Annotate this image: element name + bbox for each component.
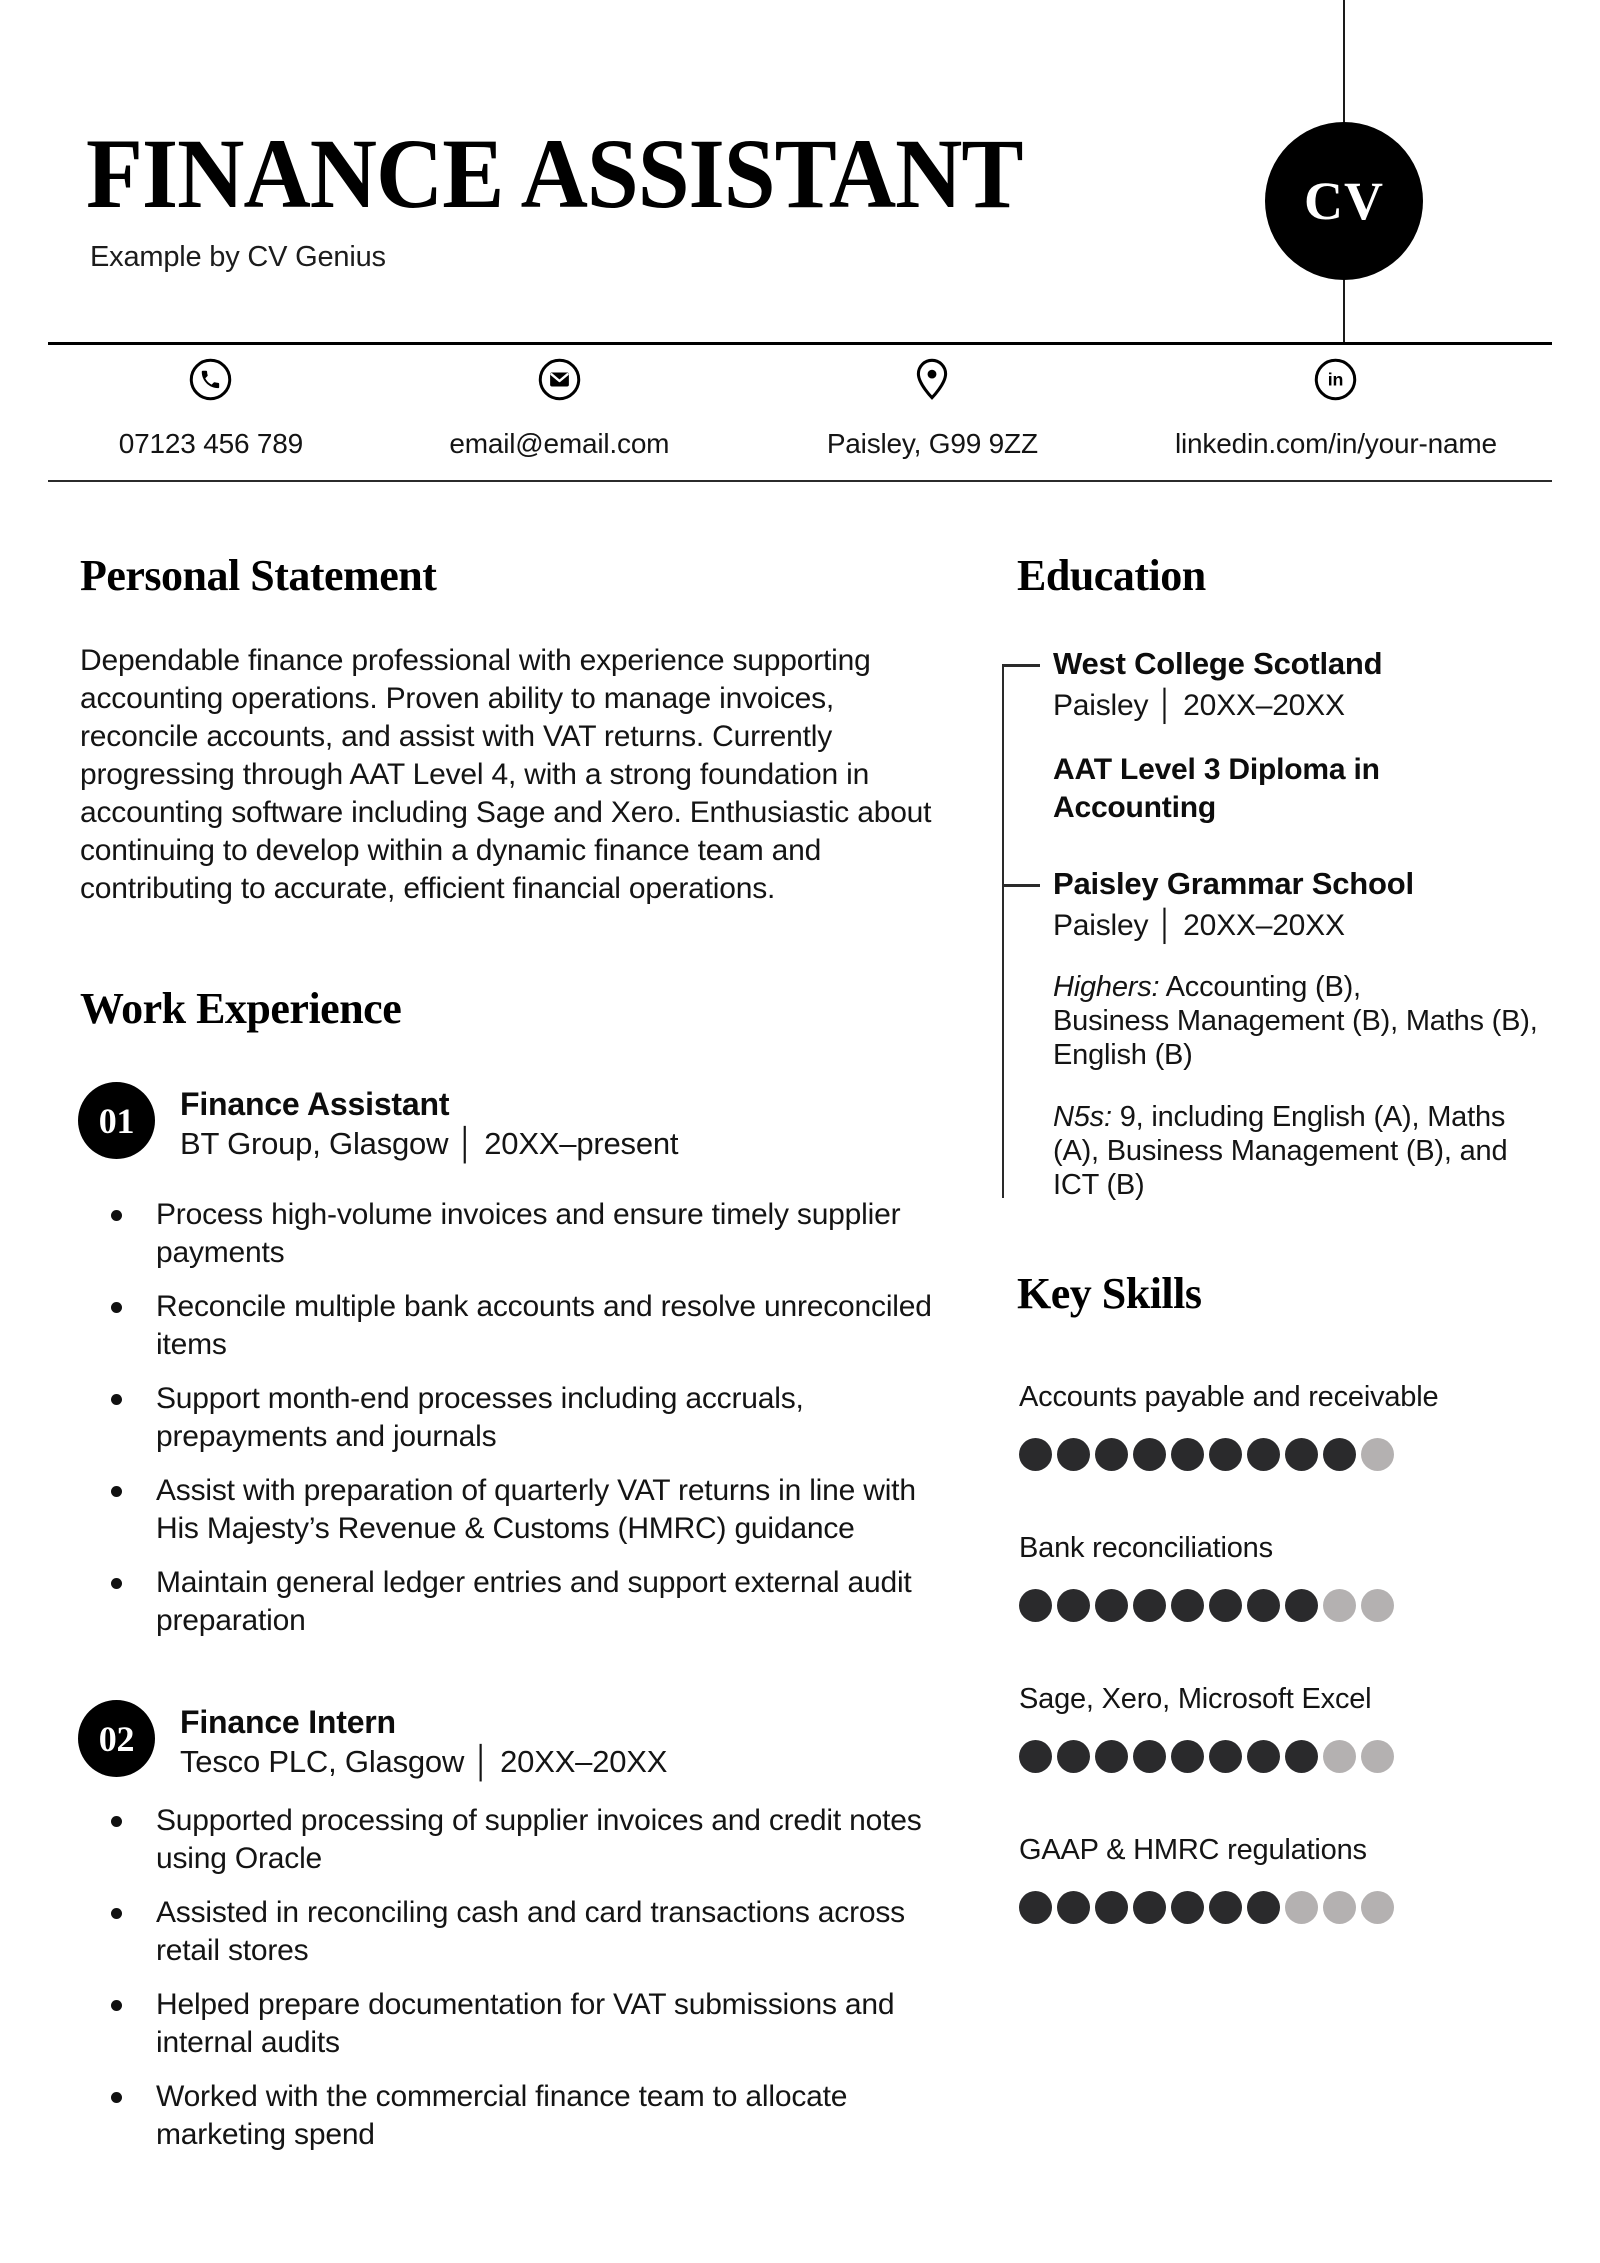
bullet-dot: [111, 1486, 122, 1497]
skill-name: Accounts payable and receivable: [1019, 1381, 1439, 1413]
detail-text: 9, including English (A), Maths: [1119, 1101, 1506, 1133]
skill-dot-filled: [1057, 1740, 1090, 1773]
skill-dot-filled: [1133, 1891, 1166, 1924]
skill-name: Sage, Xero, Microsoft Excel: [1019, 1683, 1372, 1715]
skill-dot-filled: [1285, 1740, 1318, 1773]
skill-dot-filled: [1285, 1438, 1318, 1471]
cv-badge: [1265, 122, 1423, 280]
skill-dot-empty: [1361, 1438, 1394, 1471]
bullet-text: Support month-end processes including accruals, prepayments and journals: [156, 1382, 804, 1453]
skill-dot-filled: [1019, 1589, 1052, 1622]
skill-item: [1019, 1682, 1549, 1773]
skill-dot-filled: [1019, 1740, 1052, 1773]
skill-dot-filled: [1209, 1589, 1242, 1622]
skill-dot-filled: [1095, 1740, 1128, 1773]
education-meta: Paisley │ 20XX–20XX: [1053, 689, 1345, 722]
education-entry: [1053, 865, 1543, 945]
email-icon: [537, 356, 582, 402]
bullet-dot: [111, 1210, 122, 1221]
skill-name: GAAP & HMRC regulations: [1019, 1834, 1367, 1866]
skill-dot-filled: [1209, 1740, 1242, 1773]
detail-lead: Highers:: [1053, 971, 1160, 1003]
contact-bar: [48, 356, 1552, 460]
skill-rating: [1019, 1740, 1549, 1773]
contact-item-location: [745, 356, 1120, 460]
key-skills-heading: Key Skills: [1017, 1269, 1202, 1318]
job-title: Finance Intern: [180, 1704, 396, 1740]
skill-dot-empty: [1361, 1740, 1394, 1773]
education-school: Paisley Grammar School: [1053, 866, 1414, 901]
personal-statement-heading: Personal Statement: [80, 551, 437, 600]
skill-rating: [1019, 1891, 1549, 1924]
skill-dot-filled: [1209, 1438, 1242, 1471]
phone-icon: [188, 356, 233, 402]
job-bullet-list: [80, 1802, 960, 2170]
detail-line: English (B): [1053, 1039, 1193, 1071]
skill-dot-empty: [1361, 1589, 1394, 1622]
bullet-dot: [111, 1302, 122, 1313]
bullet-text: Assist with preparation of quarterly VAT returns in line with His Majesty’s Revenue & Customs (HMRC) guidance: [156, 1474, 916, 1545]
job-titles: [180, 1700, 667, 1781]
page-subtitle: Example by CV Genius: [90, 241, 386, 273]
skill-dot-empty: [1361, 1891, 1394, 1924]
bullet-text: Worked with the commercial finance team to allocate marketing spend: [156, 2080, 848, 2151]
education-timeline-tick: [1002, 884, 1040, 887]
skill-dot-filled: [1095, 1589, 1128, 1622]
bullet-item: [80, 1472, 960, 1548]
skill-rating: [1019, 1438, 1549, 1471]
skill-item: [1019, 1531, 1549, 1622]
job-bullet-list: [80, 1196, 960, 1656]
linkedin-icon: [1313, 356, 1358, 402]
skill-item: [1019, 1380, 1549, 1471]
personal-statement-body: Dependable finance professional with experience supporting accounting operations. Proven ability to manage invoices, reconcile accounts, and assist with VAT returns. Currently progressing through AAT Level 4, with a strong foundation in accounting software including Sage and Xero. Enthusiastic about continuing to develop within a dynamic finance team and contributing to accurate, efficient financial operations.: [80, 644, 932, 905]
job-meta: Tesco PLC, Glasgow │ 20XX–20XX: [180, 1744, 668, 1779]
skill-dot-empty: [1323, 1740, 1356, 1773]
bullet-item: [80, 1196, 960, 1272]
bullet-text: Supported processing of supplier invoices and credit notes using Oracle: [156, 1804, 922, 1875]
job-number-badge: 02: [78, 1700, 155, 1777]
key-skills-list: [1019, 1380, 1549, 1984]
education-timeline-tick: [1002, 664, 1040, 667]
detail-line: Business Management (B), Maths (B),: [1053, 1005, 1538, 1037]
skill-dot-filled: [1057, 1438, 1090, 1471]
education-school: West College Scotland: [1053, 646, 1383, 681]
divider-top: [48, 342, 1552, 345]
skill-dot-filled: [1247, 1589, 1280, 1622]
bullet-dot: [111, 1908, 122, 1919]
detail-line: (A), Business Management (B), and: [1053, 1135, 1508, 1167]
contact-location: Paisley, G99 9ZZ: [826, 428, 1038, 459]
contact-linkedin: linkedin.com/in/your-name: [1175, 428, 1497, 459]
skill-dot-filled: [1171, 1891, 1204, 1924]
skill-dot-filled: [1171, 1740, 1204, 1773]
skill-dot-filled: [1133, 1740, 1166, 1773]
contact-item-linkedin: [1120, 356, 1552, 460]
skill-dot-filled: [1057, 1891, 1090, 1924]
skill-dot-filled: [1095, 1438, 1128, 1471]
education-entry: [1053, 645, 1543, 827]
bullet-item: [80, 1802, 960, 1878]
education-timeline-line: [1002, 664, 1004, 1198]
bullet-item: [80, 1986, 960, 2062]
education-meta: Paisley │ 20XX–20XX: [1053, 909, 1345, 942]
bullet-item: [80, 1288, 960, 1364]
detail-line: [1053, 1100, 1543, 1134]
detail-text: Accounting (B),: [1165, 971, 1361, 1003]
bullet-dot: [111, 1578, 122, 1589]
job-title: Finance Assistant: [180, 1086, 450, 1122]
skill-dot-empty: [1285, 1891, 1318, 1924]
bullet-text: Assisted in reconciling cash and card transactions across retail stores: [156, 1896, 905, 1967]
bullet-dot: [111, 2000, 122, 2011]
bullet-item: [80, 2078, 960, 2154]
detail-line: ICT (B): [1053, 1169, 1145, 1201]
skill-dot-filled: [1095, 1891, 1128, 1924]
bullet-item: [80, 1894, 960, 1970]
job-number-badge: 01: [78, 1082, 155, 1159]
skill-dot-filled: [1171, 1589, 1204, 1622]
skill-dot-filled: [1247, 1891, 1280, 1924]
job-meta: BT Group, Glasgow │ 20XX–present: [180, 1126, 679, 1161]
skill-dot-filled: [1019, 1438, 1052, 1471]
education-heading: Education: [1017, 551, 1206, 600]
detail-line: [1053, 970, 1543, 1004]
skill-dot-filled: [1247, 1438, 1280, 1471]
skill-dot-filled: [1019, 1891, 1052, 1924]
contact-item-email: [374, 356, 745, 460]
detail-lead: N5s:: [1053, 1101, 1112, 1133]
bullet-item: [80, 1380, 960, 1456]
skill-dot-filled: [1285, 1589, 1318, 1622]
education-qualification: AAT Level 3 Diploma in Accounting: [1053, 753, 1380, 824]
skill-dot-filled: [1323, 1438, 1356, 1471]
skill-item: [1019, 1833, 1549, 1924]
skill-dot-empty: [1323, 1589, 1356, 1622]
bullet-dot: [111, 1394, 122, 1405]
skill-dot-filled: [1133, 1589, 1166, 1622]
work-experience-heading: Work Experience: [80, 984, 402, 1033]
skill-rating: [1019, 1589, 1549, 1622]
skill-dot-filled: [1057, 1589, 1090, 1622]
contact-email: email@email.com: [449, 428, 670, 459]
svg-text:in: in: [1328, 369, 1344, 390]
skill-dot-empty: [1323, 1891, 1356, 1924]
bullet-text: Maintain general ledger entries and support external audit preparation: [156, 1566, 912, 1637]
page-title: FINANCE ASSISTANT: [86, 117, 1023, 230]
skill-dot-filled: [1209, 1891, 1242, 1924]
bullet-text: Helped prepare documentation for VAT submissions and internal audits: [156, 1988, 895, 2059]
education-n5s: [1053, 1100, 1543, 1202]
cv-badge-text: CV: [1304, 171, 1384, 231]
contact-item-phone: [48, 356, 374, 460]
bullet-text: Reconcile multiple bank accounts and resolve unreconciled items: [156, 1290, 932, 1361]
skill-name: Bank reconciliations: [1019, 1532, 1273, 1564]
education-highers: [1053, 970, 1543, 1072]
job-entry-header: [78, 1700, 667, 1781]
contact-phone: 07123 456 789: [118, 428, 304, 459]
job-entry-header: [78, 1082, 678, 1163]
location-icon: [909, 356, 955, 402]
skill-dot-filled: [1171, 1438, 1204, 1471]
bullet-dot: [111, 1816, 122, 1827]
skill-dot-filled: [1133, 1438, 1166, 1471]
bullet-text: Process high-volume invoices and ensure timely supplier payments: [156, 1198, 901, 1269]
bullet-dot: [111, 2092, 122, 2103]
bullet-item: [80, 1564, 960, 1640]
skill-dot-filled: [1247, 1740, 1280, 1773]
job-titles: [180, 1082, 678, 1163]
divider-bottom: [48, 480, 1552, 482]
